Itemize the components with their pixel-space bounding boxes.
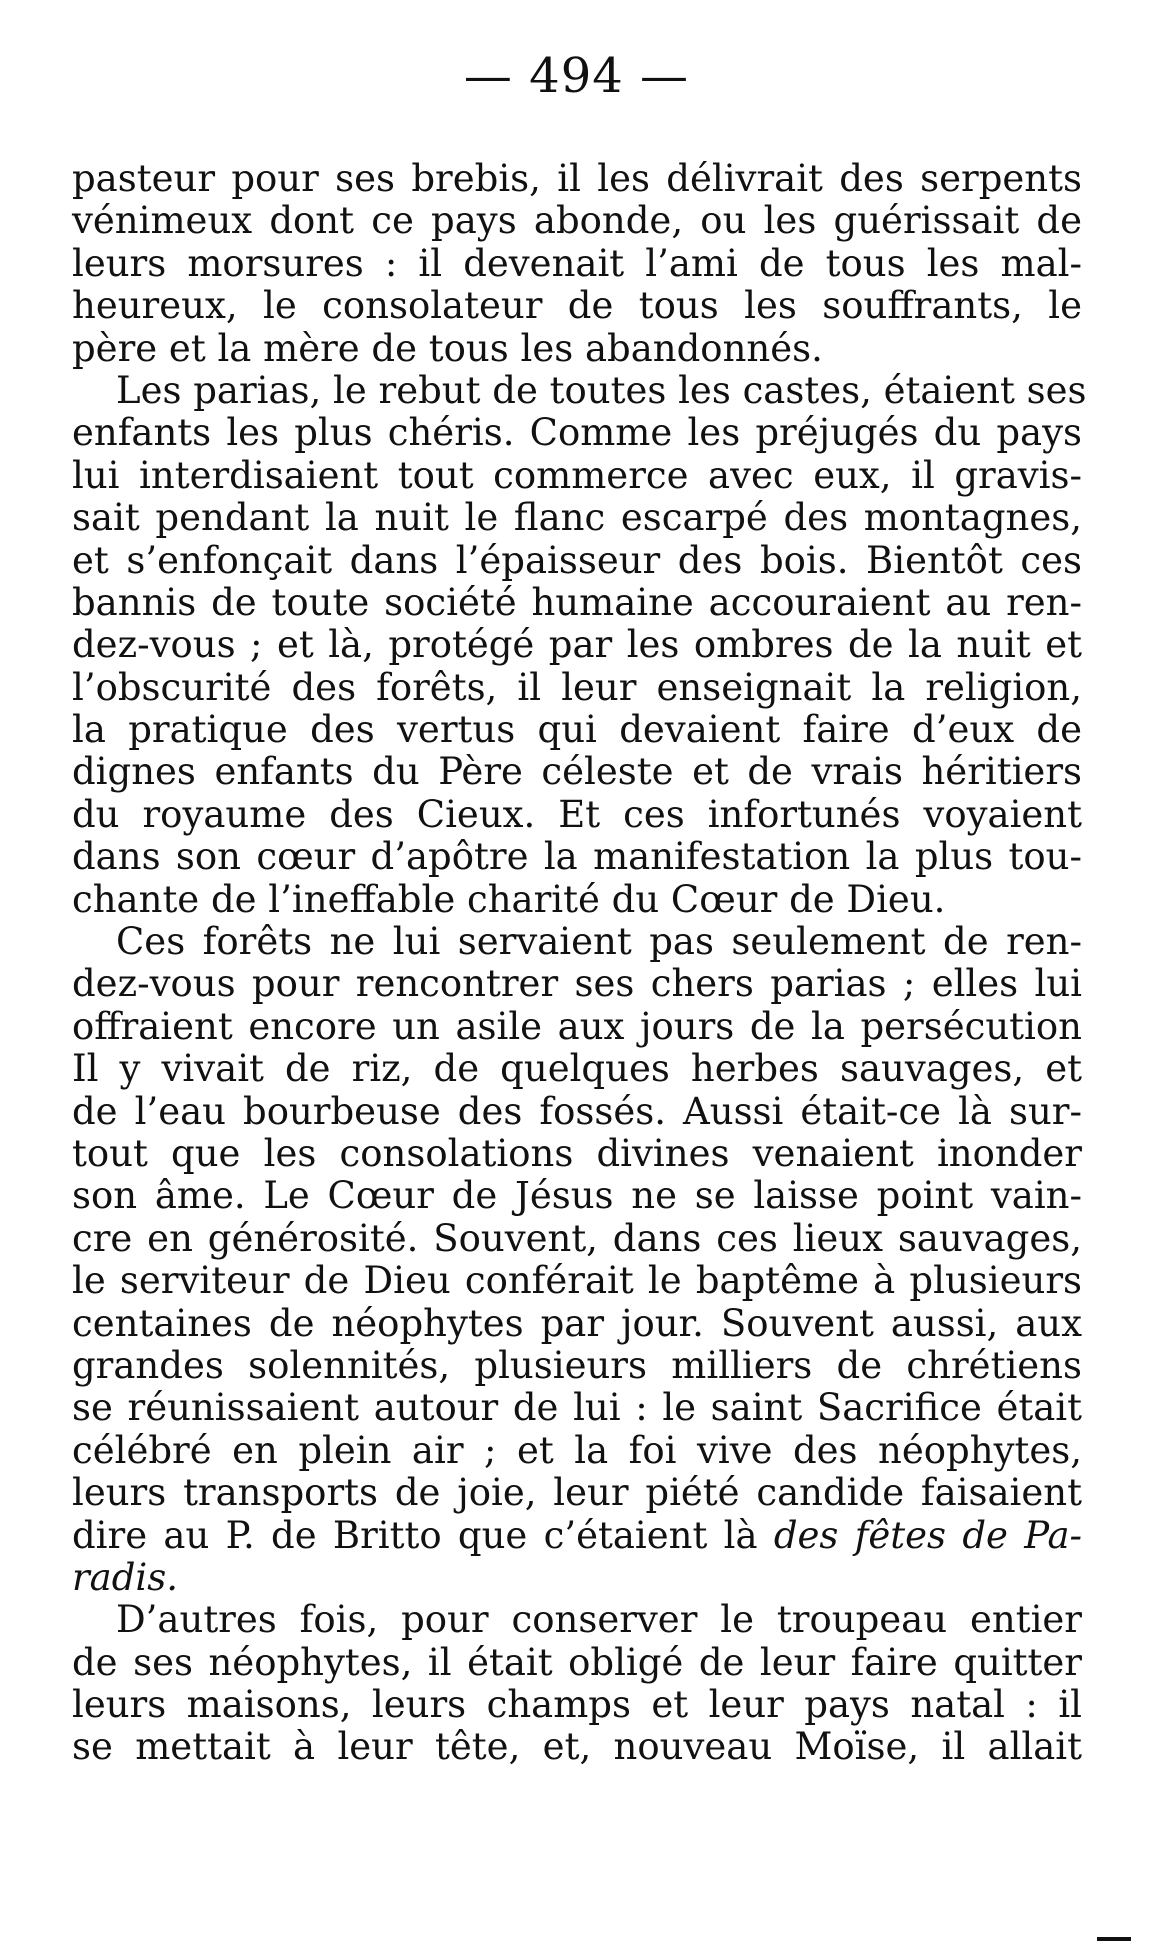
- text-line: leurs transports de joie, leur piété candide faisaient: [72, 1471, 1082, 1515]
- text-line: chante de l’ineffable charité du Cœur de Dieu.: [72, 877, 946, 921]
- text-line: centaines de néophytes par jour. Souvent aussi, aux: [72, 1301, 1082, 1345]
- body-text: [72, 157, 1087, 1769]
- text-line: lui interdisaient tout commerce avec eux, il gravis-: [72, 453, 1082, 497]
- text-line: cre en générosité. Souvent, dans ces lieux sauvages,: [72, 1216, 1082, 1260]
- text-line: pasteur pour ses brebis, il les délivrait des serpents: [72, 157, 1082, 200]
- text-line: tout que les consolations divines venaient inonder: [72, 1131, 1082, 1175]
- text-line: leurs maisons, leurs champs et leur pays natal : il: [72, 1683, 1082, 1727]
- text-line: dignes enfants du Père céleste et de vrais héritiers: [72, 750, 1082, 794]
- text-line: l’obscurité des forêts, il leur enseignait la religion,: [72, 665, 1082, 709]
- text-line: du royaume des Cieux. Et ces infortunés voyaient: [72, 792, 1082, 836]
- text-line: célébré en plein air ; et la foi vive des néophytes,: [72, 1428, 1082, 1472]
- paragraph-start-line: Ces forêts ne lui servaient pas seulement de ren-: [116, 920, 1082, 964]
- paragraph-start-line: D’autres fois, pour conserver le troupeau entier: [116, 1598, 1082, 1642]
- text-line: se réunissaient autour de lui : le saint Sacrifice était: [72, 1386, 1082, 1430]
- text-line: sait pendant la nuit le flanc escarpé des montagnes,: [72, 496, 1082, 540]
- text-line: de l’eau bourbeuse des fossés. Aussi était-ce là sur-: [72, 1089, 1082, 1133]
- text-line: de ses néophytes, il était obligé de leur faire quitter: [72, 1640, 1082, 1684]
- italic-line: [72, 1557, 1082, 1599]
- text-line: dez-vous ; et là, protégé par les ombres de la nuit et: [72, 623, 1082, 667]
- text-line: la pratique des vertus qui devaient faire d’eux de: [72, 708, 1082, 752]
- text-line: dans son cœur d’apôtre la manifestation la plus tou-: [72, 835, 1082, 879]
- text-line: dez-vous pour rencontrer ses chers parias ; elles lui: [72, 962, 1082, 1006]
- text-line: Il y vivait de riz, de quelques herbes sauvages, et: [72, 1047, 1082, 1091]
- text-line: grandes solennités, plusieurs milliers de chrétiens: [72, 1343, 1082, 1387]
- italic-phrase: des fêtes de Pa-: [773, 1513, 1083, 1557]
- text-line: le serviteur de Dieu conférait le baptême à plusieurs: [72, 1259, 1082, 1303]
- text-line: leurs morsures : il devenait l’ami de tous les mal-: [72, 241, 1082, 285]
- text-line: bannis de toute société humaine accouraient au ren-: [72, 580, 1082, 624]
- page-number: — 494 —: [463, 48, 690, 104]
- text-line-with-italic: [72, 1515, 1082, 1557]
- text-line: se mettait à leur tête, et, nouveau Moïse, il allait: [72, 1725, 1082, 1769]
- page-corner-mark: [1097, 1937, 1131, 1941]
- paragraph-start-line: Les parias, le rebut de toutes les castes, étaient ses: [116, 368, 1087, 412]
- text-line: et s’enfonçait dans l’épaisseur des bois. Bientôt ces: [72, 538, 1082, 582]
- italic-phrase-end: radis.: [72, 1555, 179, 1599]
- text-line: heureux, le consolateur de tous les souffrants, le: [72, 284, 1082, 328]
- text-line: enfants les plus chéris. Comme les préjugés du pays: [72, 411, 1082, 455]
- text-line: offraient encore un asile aux jours de la persécution: [72, 1004, 1082, 1048]
- text-line: père et la mère de tous les abandonnés.: [72, 326, 823, 370]
- text-line: vénimeux dont ce pays abonde, ou les guérissait de: [72, 199, 1082, 243]
- text-segment: dire au P. de Britto que c’étaient là: [72, 1513, 758, 1557]
- text-line: son âme. Le Cœur de Jésus ne se laisse point vain-: [72, 1174, 1082, 1218]
